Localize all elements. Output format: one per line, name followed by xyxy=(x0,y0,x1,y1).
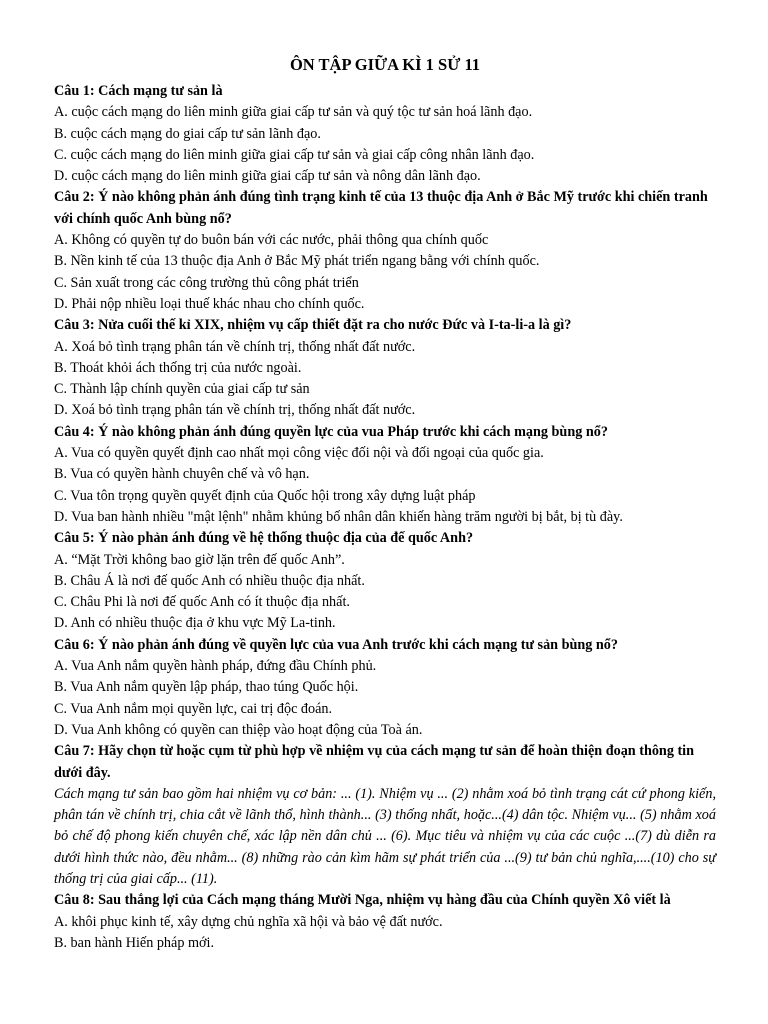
option-a: A. Vua có quyền quyết định cao nhất mọi công việc đối nội và đối ngoại của quốc gia. xyxy=(54,445,544,462)
option-a: A. Xoá bỏ tình trạng phân tán về chính trị, thống nhất đất nước. xyxy=(54,338,416,355)
question-text: Câu 7: Hãy chọn từ hoặc cụm từ phù hợp về nhiệm vụ của cách mạng tư sản để hoàn thiện đoạn thông tin dưới đây. xyxy=(54,743,695,781)
question-text: Câu 2: Ý nào không phản ánh đúng tình trạng kinh tế của 13 thuộc địa Anh ở Bắc Mỹ trước khi chiến tranh với chính quốc Anh bùng nổ? xyxy=(54,189,708,227)
question-2 xyxy=(54,187,716,315)
option-c: C. cuộc cách mạng do liên minh giữa giai cấp tư sản và giai cấp công nhân lãnh đạo. xyxy=(54,146,535,163)
option-b: B. Nền kinh tế của 13 thuộc địa Anh ở Bắc Mỹ phát triển ngang bằng với chính quốc. xyxy=(54,253,540,270)
option-c: C. Vua tôn trọng quyền quyết định của Quốc hội trong xây dựng luật pháp xyxy=(54,487,476,504)
question-text: Câu 4: Ý nào không phản ánh đúng quyền lực của vua Pháp trước khi cách mạng bùng nổ? xyxy=(54,423,608,440)
question-text: Câu 3: Nửa cuối thế kỉ XIX, nhiệm vụ cấp thiết đặt ra cho nước Đức và I-ta-li-a là gì? xyxy=(54,317,572,334)
option-a: A. Không có quyền tự do buôn bán với các nước, phải thông qua chính quốc xyxy=(54,232,489,249)
question-text: Câu 1: Cách mạng tư sản là xyxy=(54,83,223,99)
option-b: B. Vua có quyền hành chuyên chế và vô hạn. xyxy=(54,466,310,483)
option-d: D. Anh có nhiều thuộc địa ở khu vực Mỹ La-tinh. xyxy=(54,615,336,632)
question-text: Câu 8: Sau thắng lợi của Cách mạng tháng Mười Nga, nhiệm vụ hàng đầu của Chính quyền Xô viết là xyxy=(54,892,671,909)
option-c: C. Thành lập chính quyền của giai cấp tư sản xyxy=(54,381,310,398)
option-a: A. khôi phục kinh tế, xây dựng chủ nghĩa xã hội và bảo vệ đất nước. xyxy=(54,913,443,930)
fill-in-passage: Cách mạng tư sản bao gồm hai nhiệm vụ cơ bản: ... (1). Nhiệm vụ ... (2) nhằm xoá bỏ tình trạng cát cứ phong kiến, phân tán về chính trị, chia cắt về lãnh thổ, hình thành... (3) thống nhất, hoặc...(4) dân tộc. Nhiệm vụ... (5) nhằm xoá bỏ chế độ phong kiến chuyên chế, xác lập nền dân chủ ... (6). Mục tiêu và nhiệm vụ của các cuộc ...(7) dù diễn ra dưới hình thức nào, đều nhằm... (8) những rào cản kìm hãm sự phát triển của ...(9) tư bản chủ nghĩa,....(10) cho sự thống trị của giai cấp... (11). xyxy=(54,785,716,887)
option-d: D. Vua ban hành nhiều "mật lệnh" nhằm khủng bố nhân dân khiến hàng trăm người bị bắt, bị tù đày. xyxy=(54,508,623,525)
option-a: A. cuộc cách mạng do liên minh giữa giai cấp tư sản và quý tộc tư sản hoá lãnh đạo. xyxy=(54,104,533,121)
option-c: C. Châu Phi là nơi đế quốc Anh có ít thuộc địa nhất. xyxy=(54,594,350,611)
page-title: ÔN TẬP GIỮA KÌ 1 SỬ 11 xyxy=(289,55,481,74)
option-c: C. Sản xuất trong các công trường thủ công phát triển xyxy=(54,274,359,291)
question-8 xyxy=(54,890,716,954)
question-1 xyxy=(54,81,716,187)
option-d: D. Vua Anh không có quyền can thiệp vào hoạt động của Toà án. xyxy=(54,721,423,738)
option-b: B. Thoát khỏi ách thống trị của nước ngoài. xyxy=(54,359,302,376)
question-4 xyxy=(54,422,716,528)
option-a: A. Vua Anh nắm quyền hành pháp, đứng đầu Chính phủ. xyxy=(54,658,377,675)
question-text: Câu 5: Ý nào phản ánh đúng về hệ thống thuộc địa của đế quốc Anh? xyxy=(54,530,474,547)
option-b: B. Vua Anh nắm quyền lập pháp, thao túng Quốc hội. xyxy=(54,679,359,696)
question-text: Câu 6: Ý nào phản ánh đúng về quyền lực của vua Anh trước khi cách mạng tư sản bùng nổ? xyxy=(54,636,618,653)
option-a: A. “Mặt Trời không bao giờ lặn trên đế quốc Anh”. xyxy=(54,551,345,568)
option-b: B. cuộc cách mạng do giai cấp tư sản lãnh đạo. xyxy=(54,125,321,142)
option-b: B. Châu Á là nơi đế quốc Anh có nhiều thuộc địa nhất. xyxy=(54,572,365,589)
question-5 xyxy=(54,528,716,634)
option-d: D. Phải nộp nhiều loại thuế khác nhau cho chính quốc. xyxy=(54,295,365,312)
option-d: D. Xoá bỏ tình trạng phân tán về chính trị, thống nhất đất nước. xyxy=(54,402,416,419)
option-d: D. cuộc cách mạng do liên minh giữa giai cấp tư sản và nông dân lãnh đạo. xyxy=(54,168,481,185)
question-6 xyxy=(54,635,716,741)
option-c: C. Vua Anh nắm mọi quyền lực, cai trị độc đoán. xyxy=(54,700,333,717)
option-b: B. ban hành Hiến pháp mới. xyxy=(54,934,214,951)
question-7 xyxy=(54,741,716,890)
question-3 xyxy=(54,315,716,421)
